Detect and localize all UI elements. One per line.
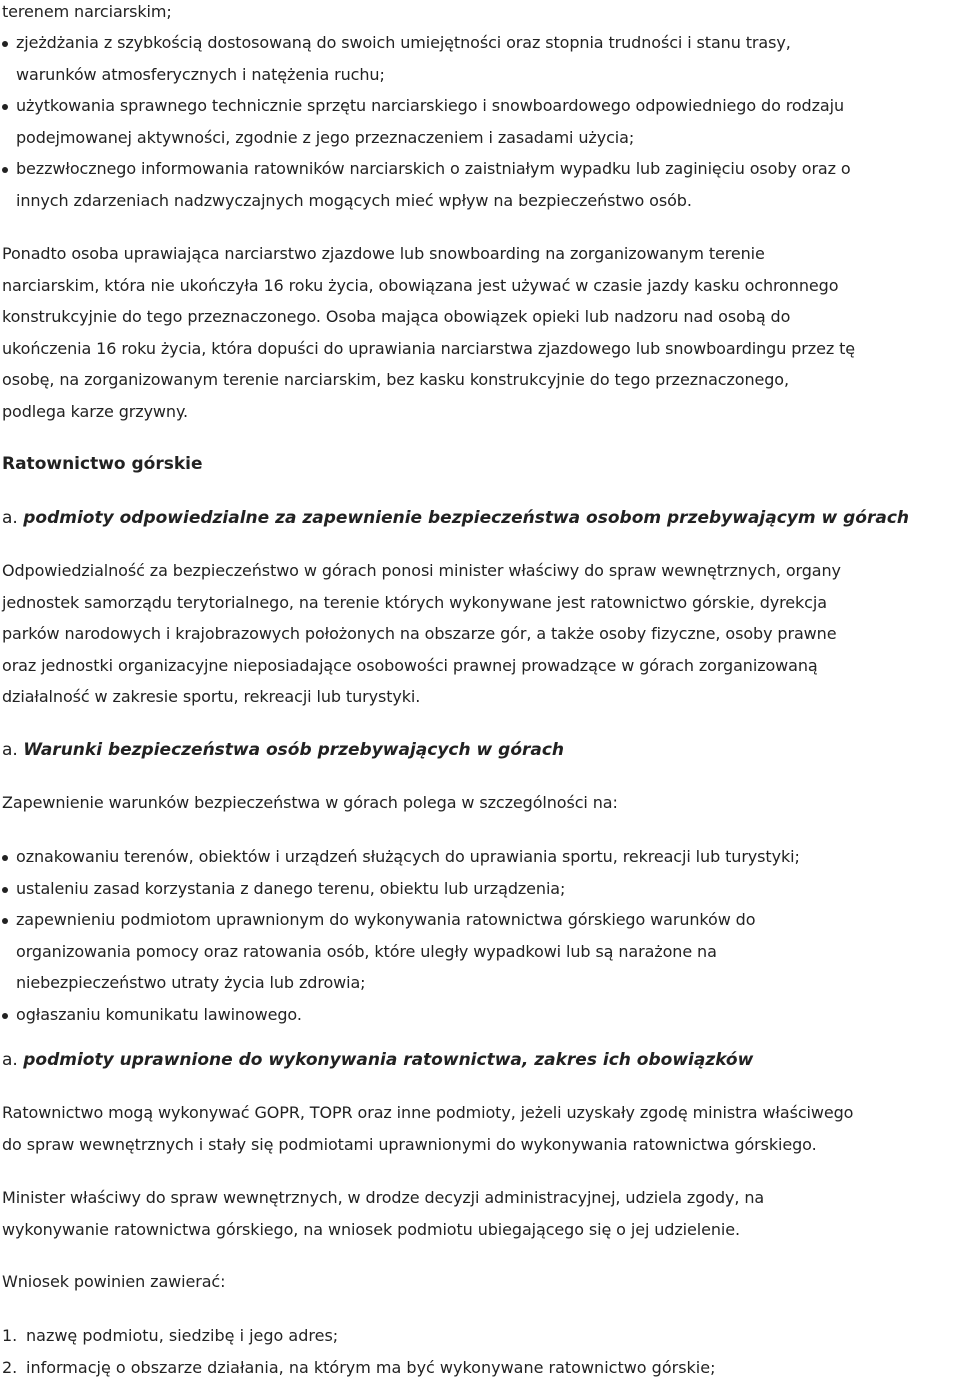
- bullet-icon: [2, 1013, 8, 1019]
- paragraph-responsibility-line: Odpowiedzialność za bezpieczeństwo w górach ponosi minister właściwy do spraw wewnętrznych, organy: [2, 561, 841, 580]
- bullet-icon: [2, 918, 8, 924]
- paragraph-minister-consent-line: wykonywanie ratownictwa górskiego, na wniosek podmiotu ubiegającego się o jej udzielenie.: [2, 1220, 740, 1239]
- condition-bullet-item-text: ogłaszaniu komunikatu lawinowego.: [16, 1005, 302, 1024]
- paragraph-application-line: Wniosek powinien zawierać:: [2, 1272, 226, 1291]
- bullet-icon: [2, 167, 8, 173]
- subheading-title: podmioty uprawnione do wykonywania ratownictwa, zakres ich obowiązków: [23, 1050, 754, 1070]
- condition-bullet-item-text: organizowania pomocy oraz ratowania osób, które uległy wypadkowi lub są narażone na: [16, 942, 717, 961]
- bullet-icon: [2, 41, 8, 47]
- bullet-item-text: zjeżdżania z szybkością dostosowaną do swoich umiejętności oraz stopnia trudności i stanu trasy,: [16, 33, 791, 52]
- section-heading: Ratownictwo górskie: [2, 454, 203, 474]
- paragraph-rescue-entities-line: Ratownictwo mogą wykonywać GOPR, TOPR oraz inne podmioty, jeżeli uzyskały zgodę ministra właściwego: [2, 1103, 854, 1122]
- bullet-icon: [2, 855, 8, 861]
- condition-bullet-item-text: niebezpieczeństwo utraty życia lub zdrowia;: [16, 973, 366, 992]
- bullet-item-text: użytkowania sprawnego technicznie sprzętu narciarskiego i snowboardowego odpowiedniego do rodzaju: [16, 96, 845, 115]
- ordered-item-number: 1.: [2, 1326, 18, 1345]
- continued-text-line: terenem narciarskim;: [2, 2, 172, 21]
- ordered-item-text: nazwę podmiotu, siedzibę i jego adres;: [26, 1326, 339, 1345]
- paragraph-minister-consent-line: Minister właściwy do spraw wewnętrznych, w drodze decyzji administracyjnej, udziela zgody, na: [2, 1188, 765, 1207]
- subheading-letter: a.: [2, 1050, 18, 1070]
- paragraph-conditions-intro-line: Zapewnienie warunków bezpieczeństwa w górach polega w szczególności na:: [2, 793, 618, 812]
- paragraph-penalty-line: ukończenia 16 roku życia, która dopuści do uprawiania narciarstwa zjazdowego lub snowboardingu przez tę: [2, 339, 856, 358]
- paragraph-penalty-line: podlega karze grzywny.: [2, 402, 189, 421]
- bullet-item-text: innych zdarzeniach nadzwyczajnych mogących mieć wpływ na bezpieczeństwo osób.: [16, 191, 692, 210]
- paragraph-responsibility-line: oraz jednostki organizacyjne nieposiadające osobowości prawnej prowadzące w górach zorganizowaną: [2, 656, 818, 675]
- bullet-item-text: bezzwłocznego informowania ratowników narciarskich o zaistniałym wypadku lub zaginięciu osoby oraz o: [16, 159, 851, 178]
- ordered-item-text: informację o obszarze działania, na którym ma być wykonywane ratownictwo górskie;: [26, 1358, 716, 1377]
- bullet-icon: [2, 104, 8, 110]
- condition-bullet-item-text: ustaleniu zasad korzystania z danego terenu, obiektu lub urządzenia;: [16, 879, 566, 898]
- bullet-icon: [2, 887, 8, 893]
- paragraph-penalty-line: narciarskim, która nie ukończyła 16 roku życia, obowiązana jest używać w czasie jazdy kasku ochronnego: [2, 276, 839, 295]
- paragraph-penalty-line: Ponadto osoba uprawiająca narciarstwo zjazdowe lub snowboarding na zorganizowanym terenie: [2, 244, 765, 263]
- subheading-authorized-entities: [2, 1048, 753, 1072]
- condition-bullet-item-text: oznakowaniu terenów, obiektów i urządzeń służących do uprawiania sportu, rekreacji lub turystyki;: [16, 847, 800, 866]
- condition-bullet-item-text: zapewnieniu podmiotom uprawnionym do wykonywania ratownictwa górskiego warunków do: [16, 910, 756, 929]
- subheading-responsible-entities: [2, 506, 909, 530]
- paragraph-responsibility-line: parków narodowych i krajobrazowych położonych na obszarze gór, a także osoby fizyczne, osoby prawne: [2, 624, 837, 643]
- bullet-item-text: podejmowanej aktywności, zgodnie z jego przeznaczeniem i zasadami użycia;: [16, 128, 635, 147]
- subheading-safety-conditions: [2, 738, 564, 762]
- paragraph-responsibility-line: działalność w zakresie sportu, rekreacji lub turystyki.: [2, 687, 421, 706]
- paragraph-responsibility-line: jednostek samorządu terytorialnego, na terenie których wykonywane jest ratownictwo górskie, dyrekcja: [2, 593, 827, 612]
- bullet-item-text: warunków atmosferycznych i natężenia ruchu;: [16, 65, 385, 84]
- ordered-item-number: 2.: [2, 1358, 18, 1377]
- subheading-letter: a.: [2, 740, 18, 760]
- subheading-letter: a.: [2, 508, 18, 528]
- paragraph-rescue-entities-line: do spraw wewnętrznych i stały się podmiotami uprawnionymi do wykonywania ratownictwa górskiego.: [2, 1135, 817, 1154]
- paragraph-penalty-line: konstrukcyjnie do tego przeznaczonego. Osoba mająca obowiązek opieki lub nadzoru nad osobą do: [2, 307, 791, 326]
- paragraph-penalty-line: osobę, na zorganizowanym terenie narciarskim, bez kasku konstrukcyjnie do tego przeznaczonego,: [2, 370, 789, 389]
- subheading-title: podmioty odpowiedzialne za zapewnienie bezpieczeństwa osobom przebywającym w górach: [23, 508, 910, 528]
- subheading-title: Warunki bezpieczeństwa osób przebywających w górach: [23, 740, 565, 760]
